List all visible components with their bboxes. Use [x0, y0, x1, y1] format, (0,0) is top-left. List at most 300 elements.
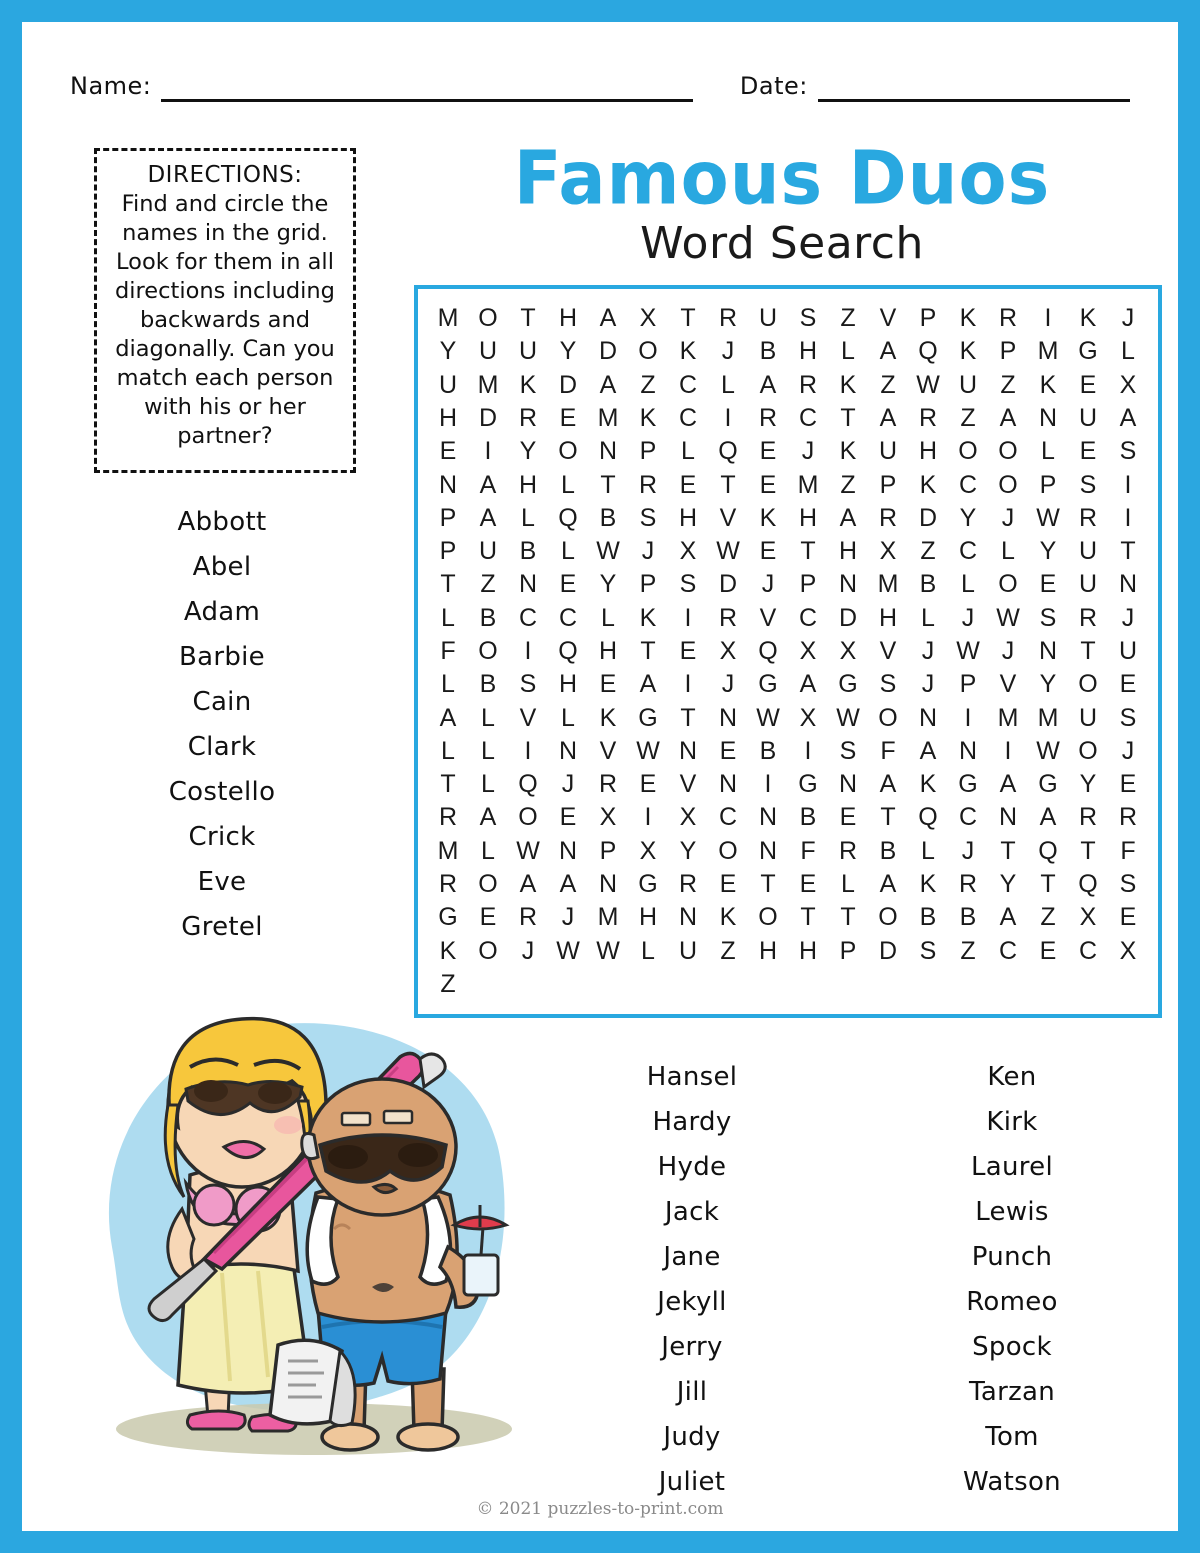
grid-cell[interactable]: N [678, 903, 698, 932]
grid-cell[interactable]: P [1039, 470, 1057, 499]
grid-cell[interactable]: A [479, 803, 497, 832]
grid-cell[interactable]: A [599, 370, 617, 399]
grid-cell[interactable]: T [440, 770, 456, 799]
grid-cell[interactable]: R [678, 869, 698, 898]
grid-cell[interactable]: I [684, 670, 692, 699]
grid-cell[interactable]: L [561, 537, 575, 566]
grid-cell[interactable]: C [958, 803, 978, 832]
grid-cell[interactable]: E [759, 537, 777, 566]
grid-cell[interactable]: R [598, 770, 618, 799]
name-input-line[interactable] [161, 99, 693, 102]
grid-cell[interactable]: O [878, 903, 898, 932]
grid-cell[interactable]: K [599, 703, 617, 732]
grid-cell[interactable]: K [639, 603, 657, 632]
grid-cell[interactable]: R [718, 603, 738, 632]
grid-cell[interactable]: K [839, 437, 857, 466]
grid-cell[interactable]: E [639, 770, 657, 799]
grid-cell[interactable]: G [758, 670, 778, 699]
grid-cell[interactable]: Q [758, 636, 778, 665]
grid-cell[interactable]: T [1080, 836, 1096, 865]
grid-cell[interactable]: R [998, 304, 1018, 333]
grid-cell[interactable]: C [1078, 936, 1098, 965]
grid-cell[interactable]: H [838, 537, 858, 566]
grid-cell[interactable]: T [680, 304, 696, 333]
grid-cell[interactable]: V [999, 670, 1017, 699]
grid-cell[interactable]: A [559, 869, 577, 898]
grid-cell[interactable]: R [438, 803, 458, 832]
grid-cell[interactable]: L [481, 836, 495, 865]
grid-cell[interactable]: M [597, 403, 619, 432]
grid-cell[interactable]: W [516, 836, 540, 865]
grid-cell[interactable]: J [561, 770, 575, 799]
grid-cell[interactable]: Q [918, 337, 938, 366]
grid-cell[interactable]: A [879, 770, 897, 799]
grid-cell[interactable]: Q [518, 770, 538, 799]
grid-cell[interactable]: U [478, 337, 498, 366]
grid-cell[interactable]: X [799, 703, 817, 732]
grid-cell[interactable]: X [1119, 370, 1137, 399]
grid-cell[interactable]: H [798, 503, 818, 532]
grid-cell[interactable]: N [758, 836, 778, 865]
grid-cell[interactable]: U [1078, 537, 1098, 566]
grid-cell[interactable]: E [759, 437, 777, 466]
grid-cell[interactable]: A [999, 770, 1017, 799]
grid-cell[interactable]: I [524, 636, 532, 665]
grid-cell[interactable]: L [481, 703, 495, 732]
grid-cell[interactable]: A [519, 869, 537, 898]
grid-cell[interactable]: H [878, 603, 898, 632]
grid-cell[interactable]: P [839, 936, 857, 965]
grid-cell[interactable]: H [598, 636, 618, 665]
grid-cell[interactable]: Z [480, 570, 496, 599]
grid-cell[interactable]: E [839, 803, 857, 832]
grid-cell[interactable]: D [558, 370, 578, 399]
grid-cell[interactable]: M [437, 836, 459, 865]
grid-cell[interactable]: H [918, 437, 938, 466]
grid-cell[interactable]: N [598, 437, 618, 466]
grid-cell[interactable]: L [561, 703, 575, 732]
grid-cell[interactable]: E [1119, 670, 1137, 699]
grid-cell[interactable]: E [439, 437, 457, 466]
grid-cell[interactable]: G [638, 703, 658, 732]
grid-cell[interactable]: N [598, 869, 618, 898]
grid-cell[interactable]: M [877, 570, 899, 599]
grid-cell[interactable]: Q [1078, 869, 1098, 898]
grid-cell[interactable]: D [838, 603, 858, 632]
grid-cell[interactable]: B [759, 337, 777, 366]
grid-cell[interactable]: M [997, 703, 1019, 732]
grid-cell[interactable]: R [1078, 803, 1098, 832]
grid-cell[interactable]: K [639, 403, 657, 432]
grid-cell[interactable]: O [558, 437, 578, 466]
grid-cell[interactable]: S [1079, 470, 1097, 499]
grid-cell[interactable]: J [1121, 736, 1135, 765]
grid-cell[interactable]: J [961, 603, 975, 632]
grid-cell[interactable]: J [921, 670, 935, 699]
grid-cell[interactable]: L [641, 936, 655, 965]
grid-cell[interactable]: W [1036, 736, 1060, 765]
grid-cell[interactable]: T [1080, 636, 1096, 665]
grid-cell[interactable]: L [841, 337, 855, 366]
grid-cell[interactable]: E [1039, 936, 1057, 965]
grid-cell[interactable]: N [518, 570, 538, 599]
grid-cell[interactable]: P [959, 670, 977, 699]
grid-cell[interactable]: S [639, 503, 657, 532]
grid-cell[interactable]: S [1119, 437, 1137, 466]
grid-cell[interactable]: Y [1039, 537, 1057, 566]
grid-cell[interactable]: L [961, 570, 975, 599]
grid-cell[interactable]: A [879, 403, 897, 432]
grid-cell[interactable]: Y [559, 337, 577, 366]
grid-cell[interactable]: D [478, 403, 498, 432]
grid-cell[interactable]: X [1079, 903, 1097, 932]
grid-cell[interactable]: P [999, 337, 1017, 366]
grid-cell[interactable]: S [1119, 869, 1137, 898]
grid-cell[interactable]: Z [1040, 903, 1056, 932]
grid-cell[interactable]: I [524, 736, 532, 765]
grid-cell[interactable]: Z [720, 936, 736, 965]
grid-cell[interactable]: S [1119, 703, 1137, 732]
grid-cell[interactable]: Q [558, 503, 578, 532]
grid-cell[interactable]: R [1078, 603, 1098, 632]
grid-cell[interactable]: W [1036, 503, 1060, 532]
grid-cell[interactable]: Y [599, 570, 617, 599]
grid-cell[interactable]: N [718, 703, 738, 732]
grid-cell[interactable]: N [838, 570, 858, 599]
grid-cell[interactable]: G [1078, 337, 1098, 366]
grid-cell[interactable]: X [639, 304, 657, 333]
grid-cell[interactable]: E [1079, 370, 1097, 399]
grid-cell[interactable]: Z [840, 470, 856, 499]
grid-cell[interactable]: F [880, 736, 896, 765]
grid-cell[interactable]: L [441, 670, 455, 699]
grid-cell[interactable]: K [679, 337, 697, 366]
grid-cell[interactable]: D [878, 936, 898, 965]
grid-cell[interactable]: E [1119, 903, 1137, 932]
grid-cell[interactable]: C [678, 403, 698, 432]
grid-cell[interactable]: R [518, 403, 538, 432]
grid-cell[interactable]: G [438, 903, 458, 932]
grid-cell[interactable]: V [679, 770, 697, 799]
grid-cell[interactable]: K [439, 936, 457, 965]
grid-cell[interactable]: G [638, 869, 658, 898]
grid-cell[interactable]: C [718, 803, 738, 832]
grid-cell[interactable]: L [441, 736, 455, 765]
grid-cell[interactable]: K [919, 470, 937, 499]
grid-cell[interactable]: R [918, 403, 938, 432]
grid-cell[interactable]: S [519, 670, 537, 699]
grid-cell[interactable]: Q [558, 636, 578, 665]
grid-cell[interactable]: B [479, 670, 497, 699]
grid-cell[interactable]: M [1037, 337, 1059, 366]
grid-cell[interactable]: O [758, 903, 778, 932]
grid-cell[interactable]: I [484, 437, 492, 466]
grid-cell[interactable]: R [718, 304, 738, 333]
grid-cell[interactable]: O [478, 869, 498, 898]
grid-cell[interactable]: G [1038, 770, 1058, 799]
grid-cell[interactable]: T [840, 903, 856, 932]
grid-cell[interactable]: M [437, 304, 459, 333]
grid-cell[interactable]: H [438, 403, 458, 432]
grid-cell[interactable]: D [718, 570, 738, 599]
grid-cell[interactable]: P [879, 470, 897, 499]
grid-cell[interactable]: H [558, 304, 578, 333]
grid-cell[interactable]: D [918, 503, 938, 532]
grid-cell[interactable]: O [958, 437, 978, 466]
grid-cell[interactable]: E [559, 570, 577, 599]
grid-cell[interactable]: Z [440, 969, 456, 998]
grid-cell[interactable]: J [641, 537, 655, 566]
grid-cell[interactable]: L [681, 437, 695, 466]
grid-cell[interactable]: E [1039, 570, 1057, 599]
grid-cell[interactable]: T [520, 304, 536, 333]
grid-cell[interactable]: X [679, 803, 697, 832]
grid-cell[interactable]: R [518, 903, 538, 932]
grid-cell[interactable]: Y [1039, 670, 1057, 699]
grid-cell[interactable]: E [799, 869, 817, 898]
grid-cell[interactable]: O [878, 703, 898, 732]
grid-cell[interactable]: C [678, 370, 698, 399]
grid-cell[interactable]: E [559, 403, 577, 432]
grid-cell[interactable]: Y [679, 836, 697, 865]
grid-cell[interactable]: N [1038, 636, 1058, 665]
grid-cell[interactable]: L [921, 836, 935, 865]
grid-cell[interactable]: P [919, 304, 937, 333]
grid-cell[interactable]: L [1001, 537, 1015, 566]
grid-cell[interactable]: O [1078, 670, 1098, 699]
grid-cell[interactable]: W [916, 370, 940, 399]
grid-cell[interactable]: A [639, 670, 657, 699]
grid-cell[interactable]: V [519, 703, 537, 732]
grid-cell[interactable]: N [558, 836, 578, 865]
grid-cell[interactable]: E [599, 670, 617, 699]
grid-cell[interactable]: V [759, 603, 777, 632]
grid-cell[interactable]: S [799, 304, 817, 333]
grid-cell[interactable]: A [999, 903, 1017, 932]
grid-cell[interactable]: T [840, 403, 856, 432]
grid-cell[interactable]: J [1121, 304, 1135, 333]
grid-cell[interactable]: F [800, 836, 816, 865]
grid-cell[interactable]: C [798, 603, 818, 632]
grid-cell[interactable]: U [758, 304, 778, 333]
grid-cell[interactable]: K [1079, 304, 1097, 333]
grid-cell[interactable]: H [638, 903, 658, 932]
grid-cell[interactable]: U [1118, 636, 1138, 665]
grid-cell[interactable]: B [959, 903, 977, 932]
grid-cell[interactable]: X [839, 636, 857, 665]
grid-cell[interactable]: K [719, 903, 737, 932]
grid-cell[interactable]: O [478, 636, 498, 665]
grid-cell[interactable]: T [800, 903, 816, 932]
grid-cell[interactable]: N [758, 803, 778, 832]
grid-cell[interactable]: G [798, 770, 818, 799]
grid-cell[interactable]: K [959, 304, 977, 333]
grid-cell[interactable]: O [478, 304, 498, 333]
grid-cell[interactable]: I [724, 403, 732, 432]
grid-cell[interactable]: O [478, 936, 498, 965]
grid-cell[interactable]: L [481, 770, 495, 799]
grid-cell[interactable]: U [678, 936, 698, 965]
grid-cell[interactable]: Q [718, 437, 738, 466]
grid-cell[interactable]: O [998, 470, 1018, 499]
grid-cell[interactable]: J [921, 636, 935, 665]
grid-cell[interactable]: T [880, 803, 896, 832]
grid-cell[interactable]: K [1039, 370, 1057, 399]
grid-cell[interactable]: R [438, 869, 458, 898]
grid-cell[interactable]: V [879, 304, 897, 333]
grid-cell[interactable]: B [919, 903, 937, 932]
grid-cell[interactable]: P [439, 537, 457, 566]
grid-cell[interactable]: S [879, 670, 897, 699]
grid-cell[interactable]: A [799, 670, 817, 699]
grid-cell[interactable]: B [879, 836, 897, 865]
grid-cell[interactable]: U [1078, 703, 1098, 732]
grid-cell[interactable]: L [1041, 437, 1055, 466]
grid-cell[interactable]: U [1078, 403, 1098, 432]
grid-cell[interactable]: K [519, 370, 537, 399]
grid-cell[interactable]: N [958, 736, 978, 765]
grid-cell[interactable]: Z [960, 403, 976, 432]
grid-cell[interactable]: T [1120, 537, 1136, 566]
grid-cell[interactable]: T [720, 470, 736, 499]
grid-cell[interactable]: Z [880, 370, 896, 399]
grid-cell[interactable]: N [558, 736, 578, 765]
grid-cell[interactable]: Y [1079, 770, 1097, 799]
grid-cell[interactable]: Z [1000, 370, 1016, 399]
grid-cell[interactable]: C [958, 537, 978, 566]
grid-cell[interactable]: M [1037, 703, 1059, 732]
grid-cell[interactable]: E [719, 869, 737, 898]
grid-cell[interactable]: C [998, 936, 1018, 965]
grid-cell[interactable]: N [438, 470, 458, 499]
grid-cell[interactable]: Y [999, 869, 1017, 898]
grid-cell[interactable]: N [838, 770, 858, 799]
grid-cell[interactable]: G [838, 670, 858, 699]
grid-cell[interactable]: P [639, 437, 657, 466]
grid-cell[interactable]: V [719, 503, 737, 532]
grid-cell[interactable]: W [756, 703, 780, 732]
grid-cell[interactable]: P [599, 836, 617, 865]
grid-cell[interactable]: X [599, 803, 617, 832]
grid-cell[interactable]: U [878, 437, 898, 466]
grid-cell[interactable]: J [1001, 636, 1015, 665]
grid-cell[interactable]: K [759, 503, 777, 532]
grid-cell[interactable]: K [919, 869, 937, 898]
grid-cell[interactable]: A [1039, 803, 1057, 832]
grid-cell[interactable]: J [1121, 603, 1135, 632]
grid-cell[interactable]: K [959, 337, 977, 366]
date-input-line[interactable] [818, 99, 1130, 102]
grid-cell[interactable]: E [1079, 437, 1097, 466]
grid-cell[interactable]: U [438, 370, 458, 399]
grid-cell[interactable]: A [1119, 403, 1137, 432]
grid-cell[interactable]: F [1120, 836, 1136, 865]
grid-cell[interactable]: I [644, 803, 652, 832]
grid-cell[interactable]: Z [960, 936, 976, 965]
grid-cell[interactable]: L [921, 603, 935, 632]
grid-cell[interactable]: I [1004, 736, 1012, 765]
grid-cell[interactable]: T [440, 570, 456, 599]
grid-cell[interactable]: T [680, 703, 696, 732]
grid-cell[interactable]: W [836, 703, 860, 732]
grid-cell[interactable]: R [838, 836, 858, 865]
grid-cell[interactable]: J [721, 670, 735, 699]
grid-cell[interactable]: O [638, 337, 658, 366]
grid-cell[interactable]: J [521, 936, 535, 965]
grid-cell[interactable]: R [798, 370, 818, 399]
grid-cell[interactable]: V [599, 736, 617, 765]
grid-cell[interactable]: U [958, 370, 978, 399]
grid-cell[interactable]: W [556, 936, 580, 965]
grid-cell[interactable]: K [839, 370, 857, 399]
grid-cell[interactable]: N [678, 736, 698, 765]
grid-cell[interactable]: H [758, 936, 778, 965]
grid-cell[interactable]: N [718, 770, 738, 799]
grid-cell[interactable]: Z [640, 370, 656, 399]
grid-cell[interactable]: E [479, 903, 497, 932]
grid-cell[interactable]: U [518, 337, 538, 366]
grid-cell[interactable]: A [599, 304, 617, 333]
grid-cell[interactable]: A [479, 503, 497, 532]
grid-cell[interactable]: J [801, 437, 815, 466]
grid-cell[interactable]: N [1038, 403, 1058, 432]
grid-cell[interactable]: C [798, 403, 818, 432]
grid-cell[interactable]: Q [918, 803, 938, 832]
grid-cell[interactable]: I [1044, 304, 1052, 333]
grid-cell[interactable]: A [879, 337, 897, 366]
grid-cell[interactable]: A [919, 736, 937, 765]
grid-cell[interactable]: M [477, 370, 499, 399]
grid-cell[interactable]: S [1039, 603, 1057, 632]
grid-cell[interactable]: C [518, 603, 538, 632]
grid-cell[interactable]: U [478, 537, 498, 566]
grid-cell[interactable]: E [679, 470, 697, 499]
grid-cell[interactable]: B [479, 603, 497, 632]
grid-cell[interactable]: O [718, 836, 738, 865]
grid-cell[interactable]: I [1124, 503, 1132, 532]
grid-cell[interactable]: I [684, 603, 692, 632]
grid-cell[interactable]: W [636, 736, 660, 765]
grid-cell[interactable]: E [759, 470, 777, 499]
grid-cell[interactable]: K [919, 770, 937, 799]
grid-cell[interactable]: S [919, 936, 937, 965]
grid-cell[interactable]: N [918, 703, 938, 732]
grid-cell[interactable]: T [600, 470, 616, 499]
grid-cell[interactable]: F [440, 636, 456, 665]
grid-cell[interactable]: J [721, 337, 735, 366]
grid-cell[interactable]: V [879, 636, 897, 665]
grid-cell[interactable]: Z [840, 304, 856, 333]
grid-cell[interactable]: R [878, 503, 898, 532]
grid-cell[interactable]: W [596, 537, 620, 566]
grid-cell[interactable]: X [799, 636, 817, 665]
grid-cell[interactable]: H [678, 503, 698, 532]
grid-cell[interactable]: C [958, 470, 978, 499]
grid-cell[interactable]: E [559, 803, 577, 832]
grid-cell[interactable]: E [1119, 770, 1137, 799]
grid-cell[interactable]: P [439, 503, 457, 532]
grid-cell[interactable]: P [799, 570, 817, 599]
grid-cell[interactable]: O [998, 437, 1018, 466]
grid-cell[interactable]: Z [920, 537, 936, 566]
grid-cell[interactable]: R [1078, 503, 1098, 532]
grid-cell[interactable]: B [759, 736, 777, 765]
grid-cell[interactable]: R [1118, 803, 1138, 832]
grid-cell[interactable]: D [598, 337, 618, 366]
grid-cell[interactable]: A [759, 370, 777, 399]
grid-cell[interactable]: L [561, 470, 575, 499]
grid-cell[interactable]: J [961, 836, 975, 865]
